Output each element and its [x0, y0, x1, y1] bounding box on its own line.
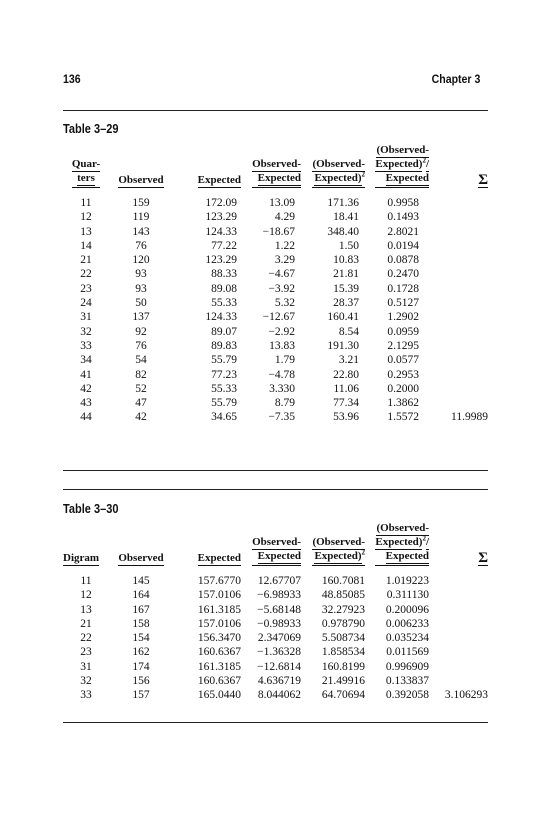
cell-observed: 82 [135, 368, 147, 381]
cell-observed: 42 [135, 411, 147, 424]
cell-id: 23 [80, 282, 92, 295]
cell-ratio: 0.006233 [385, 617, 429, 630]
table-row [63, 382, 488, 396]
table-row [63, 282, 488, 296]
cell-sum [429, 282, 488, 296]
cell-ratio: 0.1493 [387, 211, 419, 224]
cell-id: 31 [80, 660, 92, 673]
cell-id: 22 [80, 632, 92, 645]
cell-difference: −4.67 [268, 268, 295, 281]
col-header-squared: (Observed- Expected)$^2$ [301, 522, 365, 568]
cell-squared: 160.8199 [321, 660, 365, 673]
cell-squared: 15.39 [333, 282, 359, 295]
cell-expected: 77.23 [211, 368, 237, 381]
cell-squared: 11.06 [333, 382, 359, 395]
cell-ratio: 0.0878 [387, 254, 419, 267]
table-row [63, 225, 488, 239]
table-row [63, 660, 488, 674]
table-row [63, 410, 488, 424]
cell-sum [429, 631, 488, 645]
cell-expected: 77.22 [211, 239, 237, 252]
cell-squared: 348.40 [327, 225, 359, 238]
cell-observed: 50 [135, 297, 147, 310]
cell-expected: 55.33 [211, 382, 237, 395]
col-header-ratio: (Observed- Expected)$^2$/ Expected [365, 144, 429, 190]
cell-sum [429, 674, 488, 688]
table-row [63, 253, 488, 267]
cell-squared: 32.27923 [321, 603, 365, 616]
cell-sum [429, 368, 488, 382]
cell-difference: −7.35 [268, 411, 295, 424]
cell-observed: 76 [135, 339, 147, 352]
cell-ratio: 1.3862 [387, 397, 419, 410]
cell-difference: 3.29 [274, 254, 295, 267]
cell-observed: 143 [132, 225, 150, 238]
cell-observed: 137 [132, 311, 150, 324]
cell-sum [429, 396, 488, 410]
table-row [63, 368, 488, 382]
cell-squared: 191.30 [327, 339, 359, 352]
col-header-observed: Observed [118, 552, 164, 564]
table-row [63, 631, 488, 645]
cell-sum [429, 645, 488, 659]
cell-observed: 145 [132, 575, 150, 587]
cell-observed: 54 [135, 354, 147, 367]
cell-id: 13 [80, 225, 92, 238]
cell-sum [429, 225, 488, 239]
cell-squared: 1.50 [338, 239, 359, 252]
cell-ratio: 1.5572 [387, 411, 419, 424]
cell-ratio: 0.996909 [385, 660, 429, 673]
cell-difference: −2.92 [268, 325, 295, 338]
cell-sum [429, 210, 488, 224]
cell-id: 34 [80, 354, 92, 367]
cell-difference: 13.83 [269, 339, 295, 352]
cell-difference: −4.78 [268, 368, 295, 381]
table-3-30-title: Table 3–30 [63, 502, 119, 516]
cell-id: 21 [80, 617, 92, 630]
cell-difference: −3.92 [268, 282, 295, 295]
cell-id: 11 [80, 197, 92, 209]
col-header-observed: Observed [118, 174, 164, 186]
cell-sum [429, 310, 488, 324]
cell-observed: 47 [135, 397, 147, 410]
cell-id: 33 [80, 689, 92, 702]
cell-difference: 2.347069 [257, 632, 301, 645]
cell-observed: 167 [132, 603, 150, 616]
cell-difference: 12.67707 [257, 575, 301, 587]
table-row [63, 310, 488, 324]
cell-expected: 165.0440 [197, 689, 241, 702]
cell-sum [429, 660, 488, 674]
cell-observed: 158 [132, 617, 150, 630]
cell-observed: 154 [132, 632, 150, 645]
table-header-row [63, 144, 488, 190]
cell-difference: −6.98933 [257, 589, 301, 602]
cell-observed: 92 [135, 325, 147, 338]
cell-difference: 4.636719 [257, 675, 301, 688]
table-3-29-title: Table 3–29 [63, 122, 119, 136]
cell-sum [429, 267, 488, 281]
cell-difference: 1.22 [274, 239, 295, 252]
cell-id: 21 [80, 254, 92, 267]
cell-squared: 8.54 [338, 325, 359, 338]
cell-expected: 161.3185 [197, 603, 241, 616]
cell-observed: 120 [132, 254, 150, 267]
cell-ratio: 0.311130 [386, 589, 429, 602]
cell-id: 13 [80, 603, 92, 616]
cell-sum [429, 239, 488, 253]
table-row [63, 296, 488, 310]
table-row [63, 674, 488, 688]
cell-squared: 21.49916 [321, 675, 365, 688]
cell-difference: 5.32 [274, 297, 295, 310]
col-header-difference: Observed- Expected [241, 522, 301, 568]
cell-expected: 172.09 [205, 197, 237, 209]
table-row [63, 196, 488, 210]
cell-expected: 89.08 [211, 282, 237, 295]
table-row [63, 588, 488, 602]
cell-sum [429, 296, 488, 310]
cell-difference: 8.044062 [257, 689, 301, 702]
cell-squared: 64.70694 [321, 689, 365, 702]
cell-expected: 34.65 [211, 411, 237, 424]
cell-expected: 124.33 [205, 311, 237, 324]
col-header-sigma: Σ [478, 172, 488, 188]
cell-observed: 119 [132, 211, 150, 224]
page-number: 136 [63, 72, 81, 86]
cell-sum: 11.9989 [451, 411, 488, 424]
cell-expected: 160.6367 [197, 675, 241, 688]
cell-expected: 55.79 [211, 397, 237, 410]
cell-expected: 55.33 [211, 297, 237, 310]
cell-ratio: 0.5127 [387, 297, 419, 310]
cell-ratio: 0.0577 [387, 354, 419, 367]
col-header-difference: Observed- Expected [241, 144, 301, 190]
cell-ratio: 2.8021 [387, 225, 419, 238]
cell-ratio: 0.035234 [385, 632, 429, 645]
cell-squared: 77.34 [333, 397, 359, 410]
cell-sum [429, 382, 488, 396]
col-header-expected: Expected [197, 552, 241, 564]
cell-sum: 3.106293 [444, 689, 488, 702]
cell-observed: 93 [135, 282, 147, 295]
cell-id: 23 [80, 646, 92, 659]
cell-squared: 5.508734 [321, 632, 365, 645]
cell-expected: 156.3470 [197, 632, 241, 645]
cell-id: 33 [80, 339, 92, 352]
col-header-sigma: Σ [478, 550, 488, 566]
cell-squared: 48.85085 [321, 589, 365, 602]
cell-difference: −18.67 [262, 225, 295, 238]
cell-difference: −12.6814 [257, 660, 301, 673]
col-header-expected: Expected [197, 174, 241, 186]
col-header-quarters: Quar- ters [63, 144, 109, 190]
table-row [63, 617, 488, 631]
cell-difference: −5.68148 [257, 603, 301, 616]
cell-ratio: 1.019223 [385, 575, 429, 587]
cell-expected: 157.6770 [197, 575, 241, 587]
cell-difference: 8.79 [274, 397, 295, 410]
cell-sum [429, 588, 488, 602]
cell-id: 24 [80, 297, 92, 310]
cell-expected: 89.83 [211, 339, 237, 352]
cell-ratio: 0.1728 [387, 282, 419, 295]
table-row [63, 267, 488, 281]
col-header-ratio: (Observed- Expected)$^2$/ Expected [365, 522, 429, 568]
cell-id: 32 [80, 675, 92, 688]
cell-squared: 0.978790 [321, 617, 365, 630]
cell-difference: −12.67 [262, 311, 295, 324]
cell-difference: 4.29 [274, 211, 295, 224]
cell-squared: 10.83 [333, 254, 359, 267]
cell-sum [429, 603, 488, 617]
cell-squared: 53.96 [333, 411, 359, 424]
cell-observed: 174 [132, 660, 150, 673]
cell-expected: 157.0106 [197, 589, 241, 602]
cell-expected: 123.29 [205, 254, 237, 267]
cell-ratio: 0.392058 [385, 689, 429, 702]
cell-expected: 89.07 [211, 325, 237, 338]
cell-id: 41 [80, 368, 92, 381]
cell-observed: 162 [132, 646, 150, 659]
table-row [63, 239, 488, 253]
table-row [63, 353, 488, 367]
cell-ratio: 0.011569 [386, 646, 429, 659]
cell-ratio: 0.2000 [387, 382, 419, 395]
cell-sum [429, 325, 488, 339]
cell-sum [429, 353, 488, 367]
cell-squared: 22.80 [333, 368, 359, 381]
table-row [63, 603, 488, 617]
cell-observed: 93 [135, 268, 147, 281]
table-3-29 [63, 144, 488, 425]
cell-ratio: 1.2902 [387, 311, 419, 324]
table-row [63, 210, 488, 224]
cell-difference: 3.330 [269, 382, 295, 395]
cell-observed: 157 [132, 689, 150, 702]
col-header-digram: Digram [63, 552, 100, 564]
cell-id: 42 [80, 382, 92, 395]
cell-expected: 88.33 [211, 268, 237, 281]
cell-expected: 124.33 [205, 225, 237, 238]
cell-id: 11 [80, 575, 92, 587]
cell-expected: 157.0106 [197, 617, 241, 630]
cell-squared: 28.37 [333, 297, 359, 310]
cell-id: 32 [80, 325, 92, 338]
cell-ratio: 0.0194 [387, 239, 419, 252]
cell-expected: 123.29 [205, 211, 237, 224]
cell-difference: 13.09 [269, 197, 295, 209]
table-3-30-top-rule [63, 489, 488, 490]
cell-sum [429, 196, 488, 210]
cell-squared: 171.36 [327, 197, 359, 209]
cell-ratio: 0.2953 [387, 368, 419, 381]
chapter-label: Chapter 3 [431, 72, 480, 86]
table-row [63, 645, 488, 659]
cell-observed: 52 [135, 382, 147, 395]
cell-observed: 164 [132, 589, 150, 602]
col-header-squared: (Observed- Expected)$^2$ [301, 144, 365, 190]
cell-squared: 160.7081 [321, 575, 365, 587]
header-rule [63, 110, 488, 111]
cell-observed: 76 [135, 239, 147, 252]
cell-ratio: 0.0959 [387, 325, 419, 338]
cell-squared: 1.858534 [321, 646, 365, 659]
cell-id: 31 [80, 311, 92, 324]
cell-ratio: 0.133837 [385, 675, 429, 688]
cell-sum [429, 253, 488, 267]
cell-expected: 161.3185 [197, 660, 241, 673]
cell-difference: 1.79 [274, 354, 295, 367]
cell-difference: −0.98933 [257, 617, 301, 630]
table-row [63, 574, 488, 588]
cell-id: 22 [80, 268, 92, 281]
cell-ratio: 2.1295 [387, 339, 419, 352]
table-3-30-bottom-rule [63, 722, 488, 723]
cell-observed: 156 [132, 675, 150, 688]
cell-squared: 18.41 [333, 211, 359, 224]
cell-id: 12 [80, 589, 92, 602]
table-row [63, 325, 488, 339]
table-row [63, 396, 488, 410]
cell-id: 44 [80, 411, 92, 424]
table-3-30 [63, 522, 488, 703]
cell-id: 43 [80, 397, 92, 410]
cell-ratio: 0.200096 [385, 603, 429, 616]
cell-ratio: 0.2470 [387, 268, 419, 281]
cell-squared: 3.21 [338, 354, 359, 367]
cell-sum [429, 339, 488, 353]
cell-id: 14 [80, 239, 92, 252]
cell-sum [429, 574, 488, 588]
cell-sum [429, 617, 488, 631]
cell-observed: 159 [132, 197, 150, 209]
cell-squared: 21.81 [333, 268, 359, 281]
table-row [63, 688, 488, 702]
cell-difference: −1.36328 [257, 646, 301, 659]
table-3-29-bottom-rule [63, 470, 488, 471]
table-row [63, 339, 488, 353]
cell-ratio: 0.9958 [387, 197, 419, 209]
cell-id: 12 [80, 211, 92, 224]
cell-expected: 160.6367 [197, 646, 241, 659]
cell-squared: 160.41 [327, 311, 359, 324]
table-header-row [63, 522, 488, 568]
cell-expected: 55.79 [211, 354, 237, 367]
